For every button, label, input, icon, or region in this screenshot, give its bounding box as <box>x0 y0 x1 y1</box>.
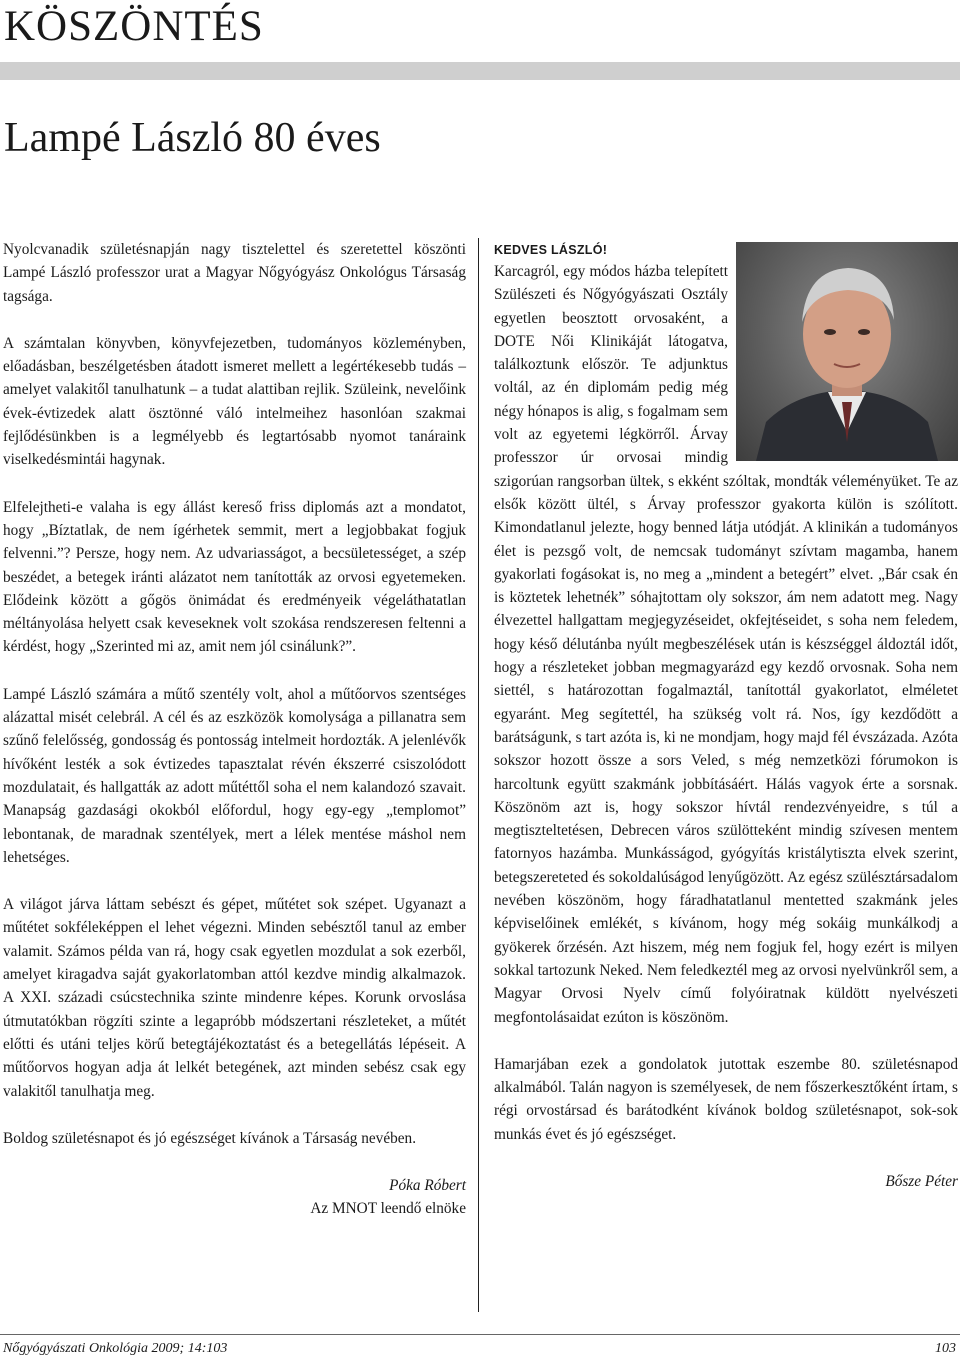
column-divider <box>478 238 479 1312</box>
left-paragraph: Nyolcvanadik születésnapján nagy tisztelettel és szeretettel köszönti Lampé László professzor urat a Magyar Nőgyógyász Onkológus Társaság tagsága. <box>3 241 466 305</box>
right-paragraph: Hamarjában ezek a gondolatok jutottak eszembe 80. születésnapod alkalmából. Talán nagyon is személyesek, de nem főszerkesztőként írtam, s régi orvostársad és barátodként kívánok boldog születésnapot, sok-sok munkás évet és jó egészséget. <box>494 1055 958 1143</box>
signature-name: Póka Róbert <box>389 1177 466 1195</box>
signature-name: Bősze Péter <box>885 1172 958 1190</box>
portrait-illustration <box>736 242 958 461</box>
left-paragraph: Elfelejtheti-e valaha is egy állást kereső friss diplomás azt a mondatot, hogy „Bíztatlak, de nem ígérhetek semmit, mert a legjobbakat fogjuk felvenni.”? Persze, hogy nem. Az udvariasságot, a becsületességet, a szép beszédet, a betegek iránti alázatot nem tanították az orvosi egyetemeken. Elődeink között a gőgös önimádat és eredményeik végeláthatatlan méltányolása helyett csak keveseknek volt szokása rendszeresen feltenni a kérdést, hogy „Szerinted mi az, amit nem jól csinálunk?”. <box>3 498 466 656</box>
greeting: KEDVES LÁSZLÓ! <box>494 243 608 257</box>
left-signature <box>3 1174 466 1221</box>
journal-citation: Nőgyógyászati Onkológia 2009; 14:103 <box>3 1341 228 1356</box>
page-number: 103 <box>935 1341 956 1356</box>
left-column <box>3 238 466 1221</box>
left-paragraph: Lampé László számára a műtő szentély volt, ahol a műtőorvos szentséges alázattal misét celebrál. A cél és az eszközök komolysága a pillanatra sem szűnő felelősség, gondosság és pontosság intelmeit hordozták. A jelenlévők hívőként lesték a sok évtizedes tapasztalat révén ékszerré csiszolódott mozdulatait, és hallgatták az adott műtéttől soha el nem kalandozó szavait. Manapság gazdasági okokból előfordul, hogy egy-egy „templomot” lebontanak, de maradnak szentélyek, mert a lélek mentése máshol nem lehetséges. <box>3 685 466 866</box>
article-title: Lampé László 80 éves <box>4 115 381 161</box>
left-paragraph: A számtalan könyvben, könyvfejezetben, tudományos közleményben, előadásban, beszélgetésben átadott ismeret mellett a legértékesebb tudás – amelyet valakitől tanulhatunk – a tudat alattiban rejlik. Szüleink, nevelőink évek-évtizedek alatt ösztönné váló intelmeihez hasonlóan szakmai fejlődésünkben is a legmélyebb és legtartósabb nyomot tanáraink viselkedésmintái hagynak. <box>3 334 466 469</box>
portrait-photo <box>736 242 958 461</box>
signature-role: Az MNOT leendő elnöke <box>310 1200 466 1218</box>
right-column <box>494 240 958 1193</box>
right-signature <box>494 1170 958 1193</box>
left-paragraph: A világot járva láttam sebészt és gépet, műtétet sok szépet. Ugyanazt a műtétet sokféleképpen el lehet végezni. Minden sebésztől tanul az ember valamit. Számos példa van rá, hogy csak egyetlen mozdulat a sok ezerből, amelyet kiragadva saját gyakorlatomban attól kezdve mindig alkalmazok. A XXI. századi csúcstechnika szinte mindenre képes. Korunk orvoslása útmutatókban rögzíti szinte a legapróbb módszertani részleteket, a műtét előtti és utáni teljes körű betegtájékoztatást és a betegellátás lépéseit. A műtőorvos hogyan adja át lelkét betegének, azt minden sebész csak egy valakitől tanulhatja meg. <box>3 896 466 1100</box>
section-heading: KÖSZÖNTÉS <box>4 3 264 50</box>
footer-rule <box>0 1334 960 1335</box>
header-band <box>0 62 960 80</box>
right-paragraph: Karcagról, egy módos házba telepített Szülészeti és Nőgyógyászati Osztály egyetlen beosztott orvosaként, a DOTE Női Klinikáját látogatva, találkoztunk először. Te adjunktus voltál, az én diplomám pedig még négy hónapos is alig, s fogalmam sem volt az egyetemi légkörről. Árvay professzor úr orvosai mindig szigorúan rangsorban ültek, s ekként szóltak, mondták véleményüket. Te az elsők között ültél, s Árvay professzor gyakorta külön is szólított. Kimondatlanul jelezte, hogy benned látja utódját. A klinikán a tudományos élet is pezsgő volt, de nemcsak tudományt szívtam magamba, hanem gyakorlati fogásokat is, no meg a „mindent a betegért” elvet. „Bár csak én is köztetek lehetnék” sóhajtottam oly sokszor, ám nem adatott meg. Nagy élvezettel hallgattam megjegyzéseidet, okfejtéseidet, s soha nem feledem, hogy késő délutánba nyúlt megbeszélések után is készséggel áldoztál időt, hogy a részleteket jobban megmagyarázd egy kezdő orvosnak. Soha nem siettél, s határozottan fogalmaztál, tanítottál gyakorlatot, elméletet egyaránt. Meg segítettél, ha szükség volt rá. Nos, így kezdődött a barátságunk, s tart azóta is, ki ne mondjam, hogy majd fél évszázada. Azóta sokszor hozott össze a sors Veled, s még nemzetközi fórumokon is harcoltunk együtt szakmánk jobbításáért. Hálás vagyok érte a sorsnak. Köszönöm azt is, hogy sokszor hívtál rendezvényeidre, s túl a megtiszteltetésen, Debrecen város szülötteként mindig szívesen mentem fatornyos hazámba. Munkásságod, gyógyítás kristálytiszta elvek szerint, betegszereteted és sokoldalúságod lenyűgözött. Az egész szülésztársadalom nevében köszönöm, hogy fáradhatatlanul mentetted szakmánk jeles képviselőinek emlékét, s kívánom, hogy még sokáig munkálkodj a gyökerek őrzésén. Azt hiszem, még nem fogjuk fel, hogy ezért is milyen sokkal tartozunk Neked. Nem feledkeztél meg az orvosi nyelvünkről sem, a Magyar Orvosi Nyelv című folyóiratnak küldött nyelvészeti megfontolásaidat ezúton is köszönöm. <box>494 263 958 1026</box>
left-paragraph: Boldog születésnapot és jó egészséget kívánok a Társaság nevében. <box>3 1129 417 1147</box>
